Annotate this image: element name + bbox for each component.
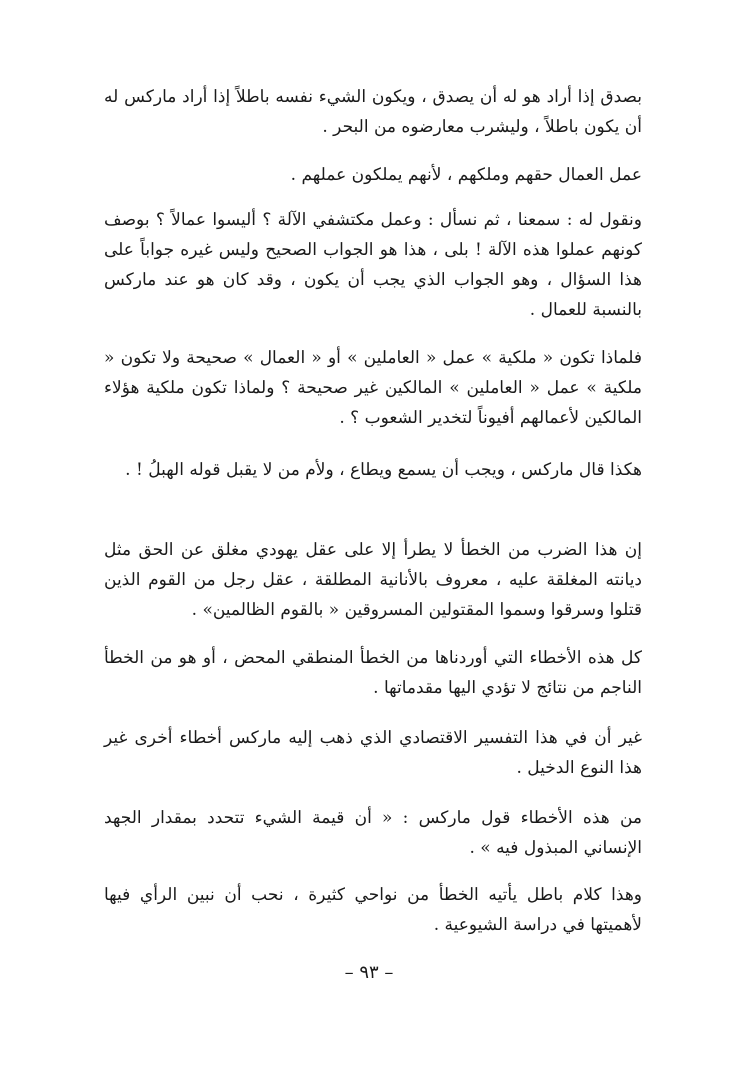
paragraph-2 bbox=[104, 160, 642, 190]
paragraph-2-text: عمل العمال حقهم وملكهم ، لأنهم يملكون عملهم . bbox=[290, 165, 642, 185]
page-number: – ٩٣ – bbox=[344, 962, 394, 983]
paragraph-1-text: بصدق إذا أراد هو له أن يصدق ، ويكون الشيء نفسه باطلاً إذا أراد ماركس له أن يكون باطلاً ، وليشرب معارضوه من البحر . bbox=[104, 87, 642, 137]
paragraph-6-text: إن هذا الضرب من الخطأ لا يطرأ إلا على عقل يهودي مغلق عن الحق مثل ديانته المغلقة عليه ، معروف بالأنانية المطلقة ، عقل رجل من القوم الذين قتلوا وسرقوا وسموا المقتولين المسروقين « بالقوم الظالمين» . bbox=[104, 540, 642, 620]
paragraph-3-text: ونقول له : سمعنا ، ثم نسأل : وعمل مكتشفي الآلة ؟ أليسوا عمالاً ؟ بوصف كونهم عملوا هذه الآلة ! بلى ، هذا هو الجواب الصحيح وليس غيره جواباً على هذا السؤال ، وهو الجواب الذي يجب أن يكون ، وقد كان هو عند ماركس بالنسبة للعمال . bbox=[104, 210, 642, 320]
paragraph-9 bbox=[104, 803, 642, 863]
paragraph-1 bbox=[104, 82, 642, 142]
paragraph-10 bbox=[104, 880, 642, 940]
paragraph-4-text: فلماذا تكون « ملكية » عمل « العاملين » أو « العمال » صحيحة ولا تكون « ملكية » عمل « العاملين » المالكين غير صحيحة ؟ ولماذا تكون ملكية هؤلاء المالكين لأعمالهم أفيوناً لتخدير الشعوب ؟ . bbox=[104, 348, 642, 428]
paragraph-5 bbox=[104, 455, 642, 485]
paragraph-7 bbox=[104, 643, 642, 703]
paragraph-4 bbox=[104, 343, 642, 433]
paragraph-9-text: من هذه الأخطاء قول ماركس : « أن قيمة الشيء تتحدد بمقدار الجهد الإنساني المبذول فيه » . bbox=[104, 808, 642, 858]
paragraph-6 bbox=[104, 535, 642, 625]
paragraph-8-text: غير أن في هذا التفسير الاقتصادي الذي ذهب إليه ماركس أخطاء أخرى غير هذا النوع الدخيل . bbox=[104, 728, 642, 778]
paragraph-8 bbox=[104, 723, 642, 783]
paragraph-10-text: وهذا كلام باطل يأتيه الخطأ من نواحي كثيرة ، نحب أن نبين الرأي فيها لأهميتها في دراسة الشيوعية . bbox=[104, 885, 642, 935]
paragraph-7-text: كل هذه الأخطاء التي أوردناها من الخطأ المنطقي المحض ، أو هو من الخطأ الناجم من نتائج لا تؤدي اليها مقدماتها . bbox=[104, 648, 642, 698]
paragraph-3 bbox=[104, 205, 642, 325]
paragraph-5-text: هكذا قال ماركس ، ويجب أن يسمع ويطاع ، ولأم من لا يقبل قوله الهبلُ ! . bbox=[125, 460, 642, 480]
